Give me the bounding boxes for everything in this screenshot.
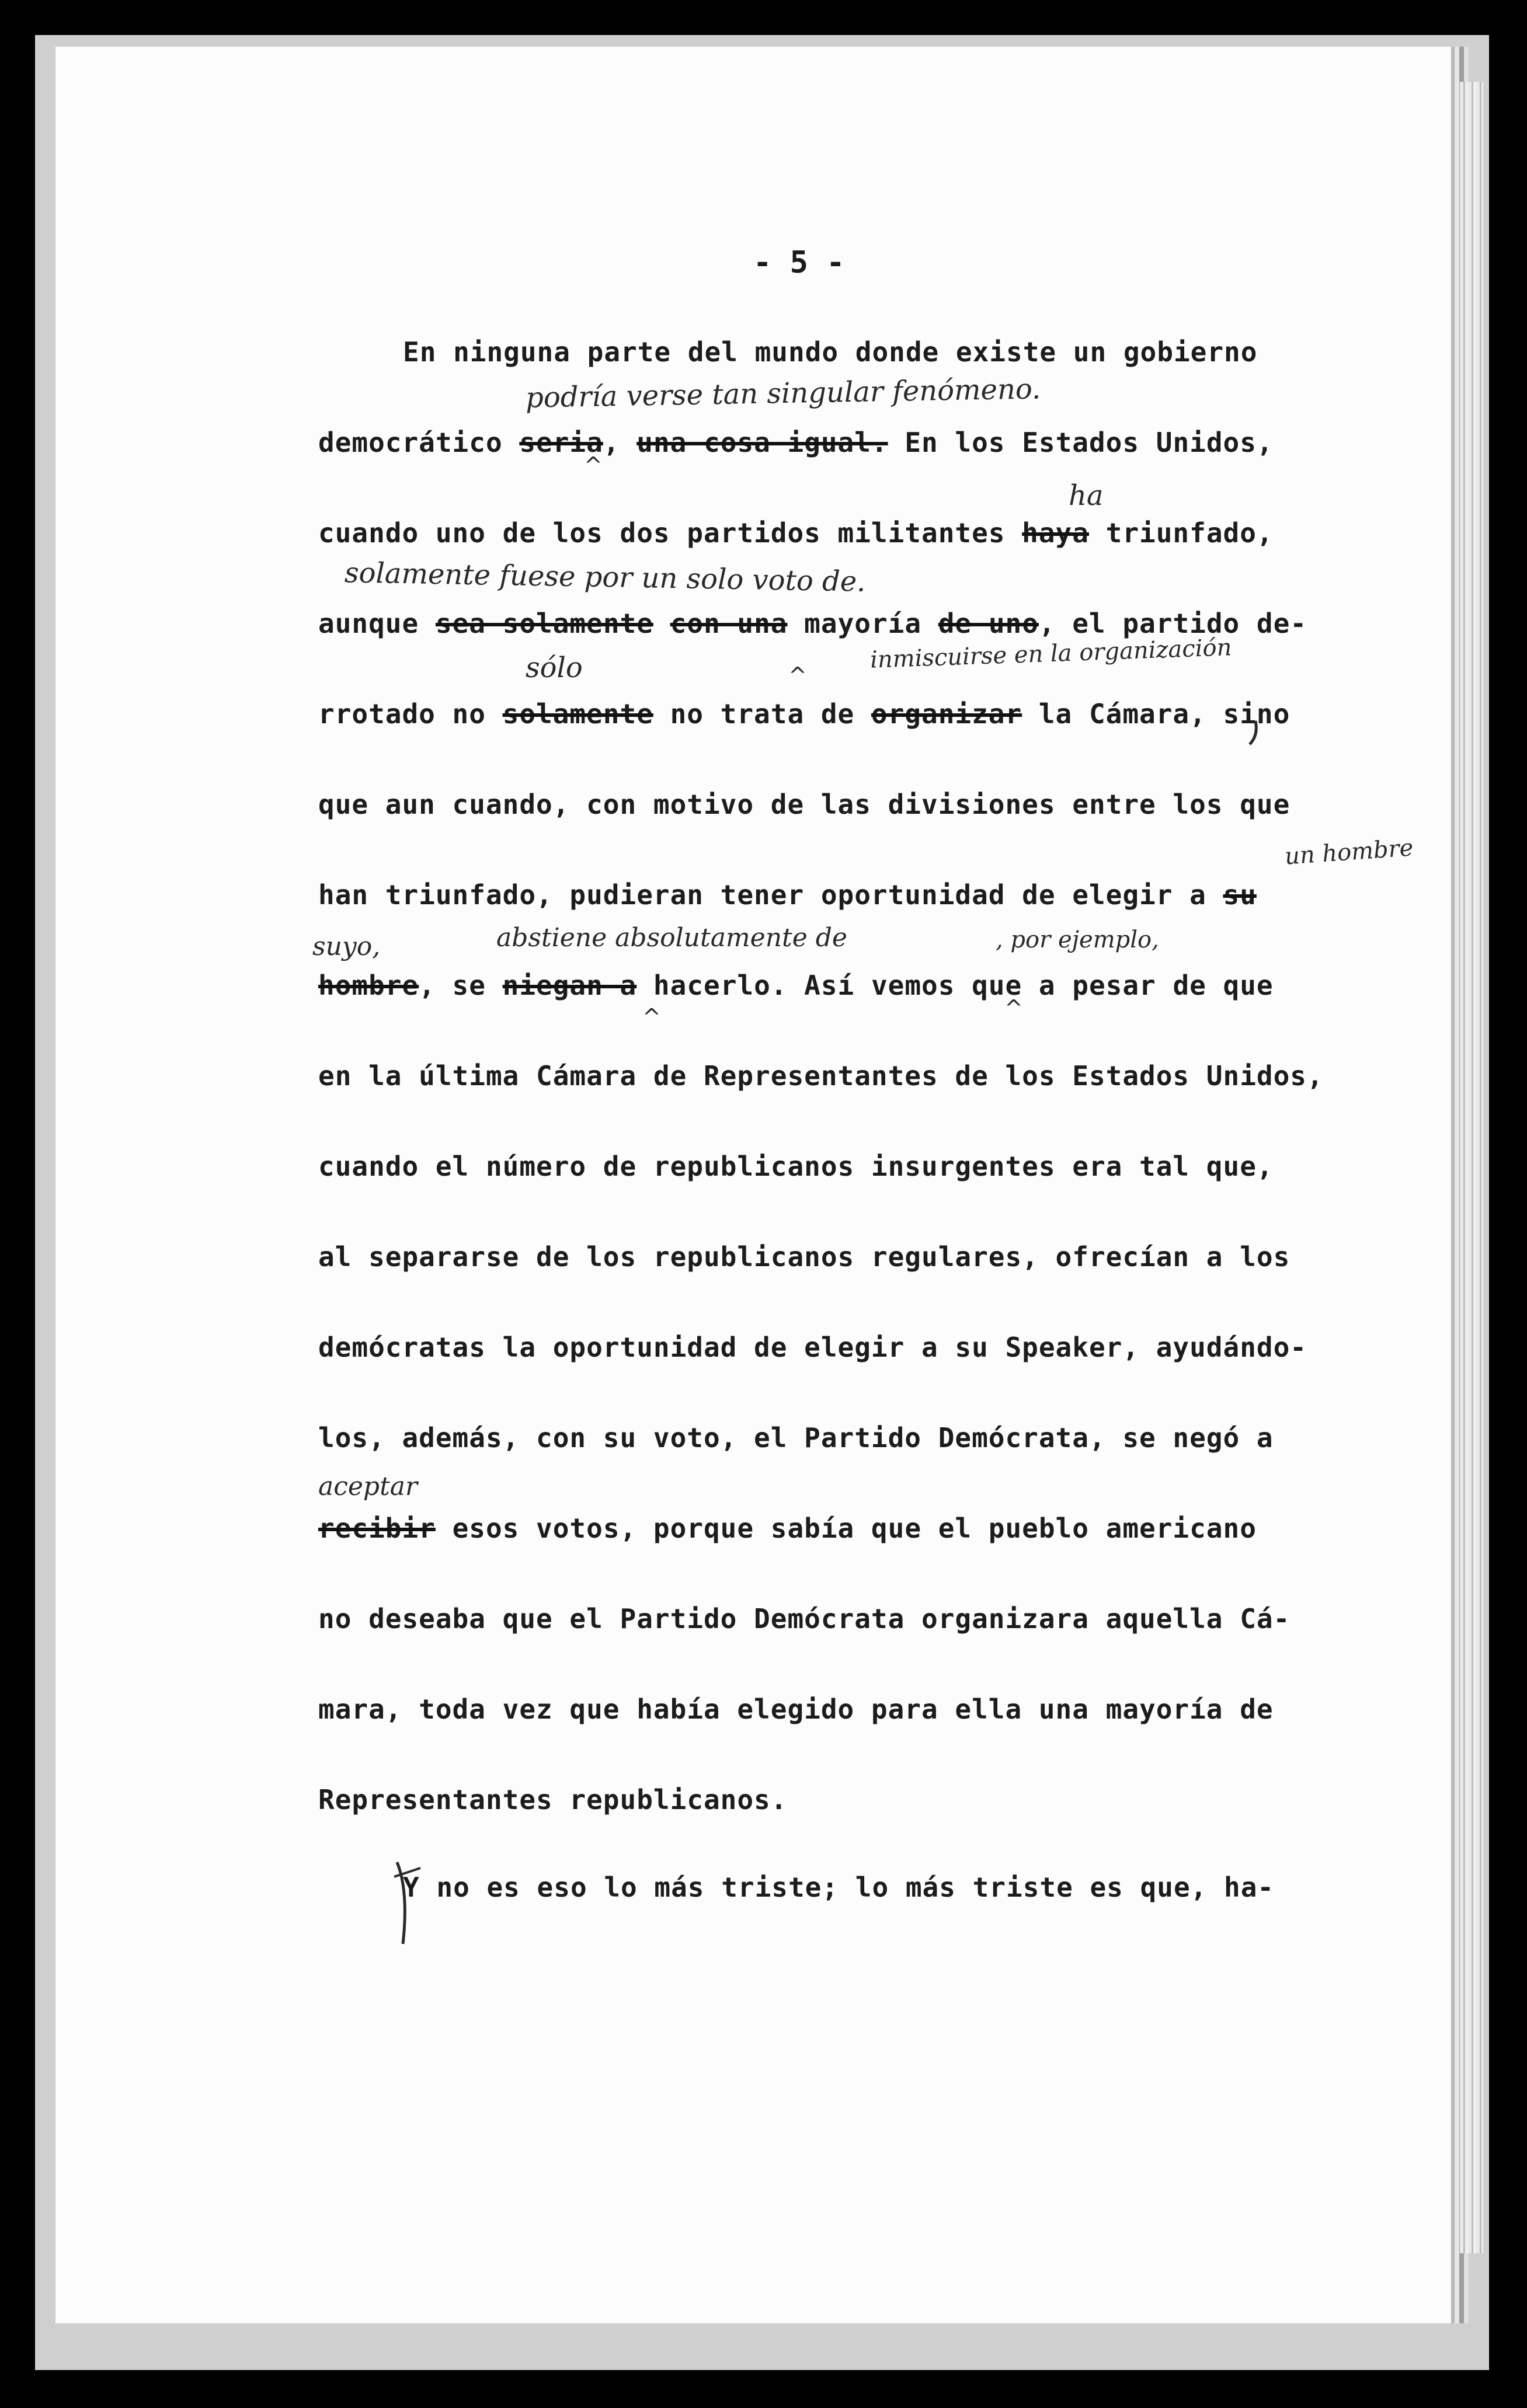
- text-line-4: aunque sea solamente con una mayoría de uno, el partido de-: [318, 608, 1307, 639]
- struck-text: con una: [670, 608, 788, 639]
- struck-text: haya: [1022, 517, 1089, 549]
- insertion-caret: ^: [788, 663, 807, 688]
- handwritten-insert-line-8c: , por ejemplo,: [996, 926, 1159, 953]
- insertion-caret: ^: [642, 1004, 661, 1030]
- text-line-10: cuando el número de republicanos insurgentes era tal que,: [318, 1151, 1274, 1182]
- text-line-15: no deseaba que el Partido Demócrata organizara aquella Cá-: [318, 1603, 1291, 1635]
- struck-text: sea solamente: [435, 608, 653, 639]
- handwritten-insert-line-8a: suyo,: [312, 932, 381, 961]
- text-line-5: rrotado no solamente no trata de organizar la Cámara, sino: [318, 698, 1291, 730]
- page-number: - 5 -: [753, 245, 845, 280]
- insertion-caret: ^: [1004, 995, 1023, 1021]
- paragraph-pen-mark: [385, 1856, 432, 1950]
- struck-text: recibir: [318, 1513, 436, 1544]
- struck-text: solamente: [502, 698, 653, 730]
- struck-text: hombre: [318, 970, 419, 1001]
- text-line-9: en la última Cámara de Representantes de los Estados Unidos,: [318, 1060, 1324, 1092]
- handwritten-insert-line-5b: inmiscuirse en la organización: [869, 634, 1233, 674]
- text-line-8: hombre, se niegan a hacerlo. Así vemos que a pesar de que: [318, 970, 1274, 1001]
- struck-text: seria: [519, 427, 603, 458]
- text-line-12: demócratas la oportunidad de elegir a su Speaker, ayudándo-: [318, 1332, 1307, 1363]
- insertion-caret: ^: [584, 452, 603, 478]
- text-line-18: Y no es eso lo más triste; lo más triste es que, ha-: [403, 1872, 1275, 1903]
- handwritten-insert-line-8b: abstiene absolutamente de: [496, 923, 847, 953]
- text-line-3: cuando uno de los dos partidos militantes haya triunfado,: [318, 517, 1274, 549]
- text-line-11: al separarse de los republicanos regulares, ofrecían a los: [318, 1241, 1291, 1273]
- page-stack-edge: [1460, 82, 1483, 2253]
- text-line-13: los, además, con su voto, el Partido Demócrata, se negó a: [318, 1422, 1274, 1454]
- handwritten-insert-line-4: solamente fuese por un solo voto de.: [344, 556, 866, 598]
- text-line-7: han triunfado, pudieran tener oportunidad de elegir a su: [318, 879, 1257, 911]
- text-line-16: mara, toda vez que había elegido para ella una mayoría de: [318, 1693, 1274, 1725]
- comma-pen-mark: [1238, 715, 1273, 750]
- text-line-14: recibir esos votos, porque sabía que el pueblo americano: [318, 1513, 1257, 1544]
- struck-text: su: [1223, 879, 1257, 911]
- struck-text: organizar: [871, 698, 1022, 730]
- struck-text: una cosa igual.: [636, 427, 888, 458]
- handwritten-insert-line-3: ha: [1069, 479, 1104, 512]
- handwritten-insert-line-2: podría verse tan singular fenómeno.: [525, 372, 1041, 414]
- handwritten-insert-line-14: aceptar: [318, 1472, 418, 1501]
- handwritten-insert-line-7: un hombre: [1283, 834, 1414, 870]
- text-line-17: Representantes republicanos.: [318, 1784, 788, 1815]
- struck-text: de uno: [938, 608, 1039, 639]
- handwritten-insert-line-5a: sólo: [526, 651, 583, 684]
- struck-text: niegan a: [502, 970, 637, 1001]
- text-line-2: democrático seria, una cosa igual. En los Estados Unidos,: [318, 427, 1274, 458]
- text-line-6: que aun cuando, con motivo de las divisiones entre los que: [318, 789, 1291, 820]
- text-line-1: En ninguna parte del mundo donde existe un gobierno: [403, 336, 1258, 368]
